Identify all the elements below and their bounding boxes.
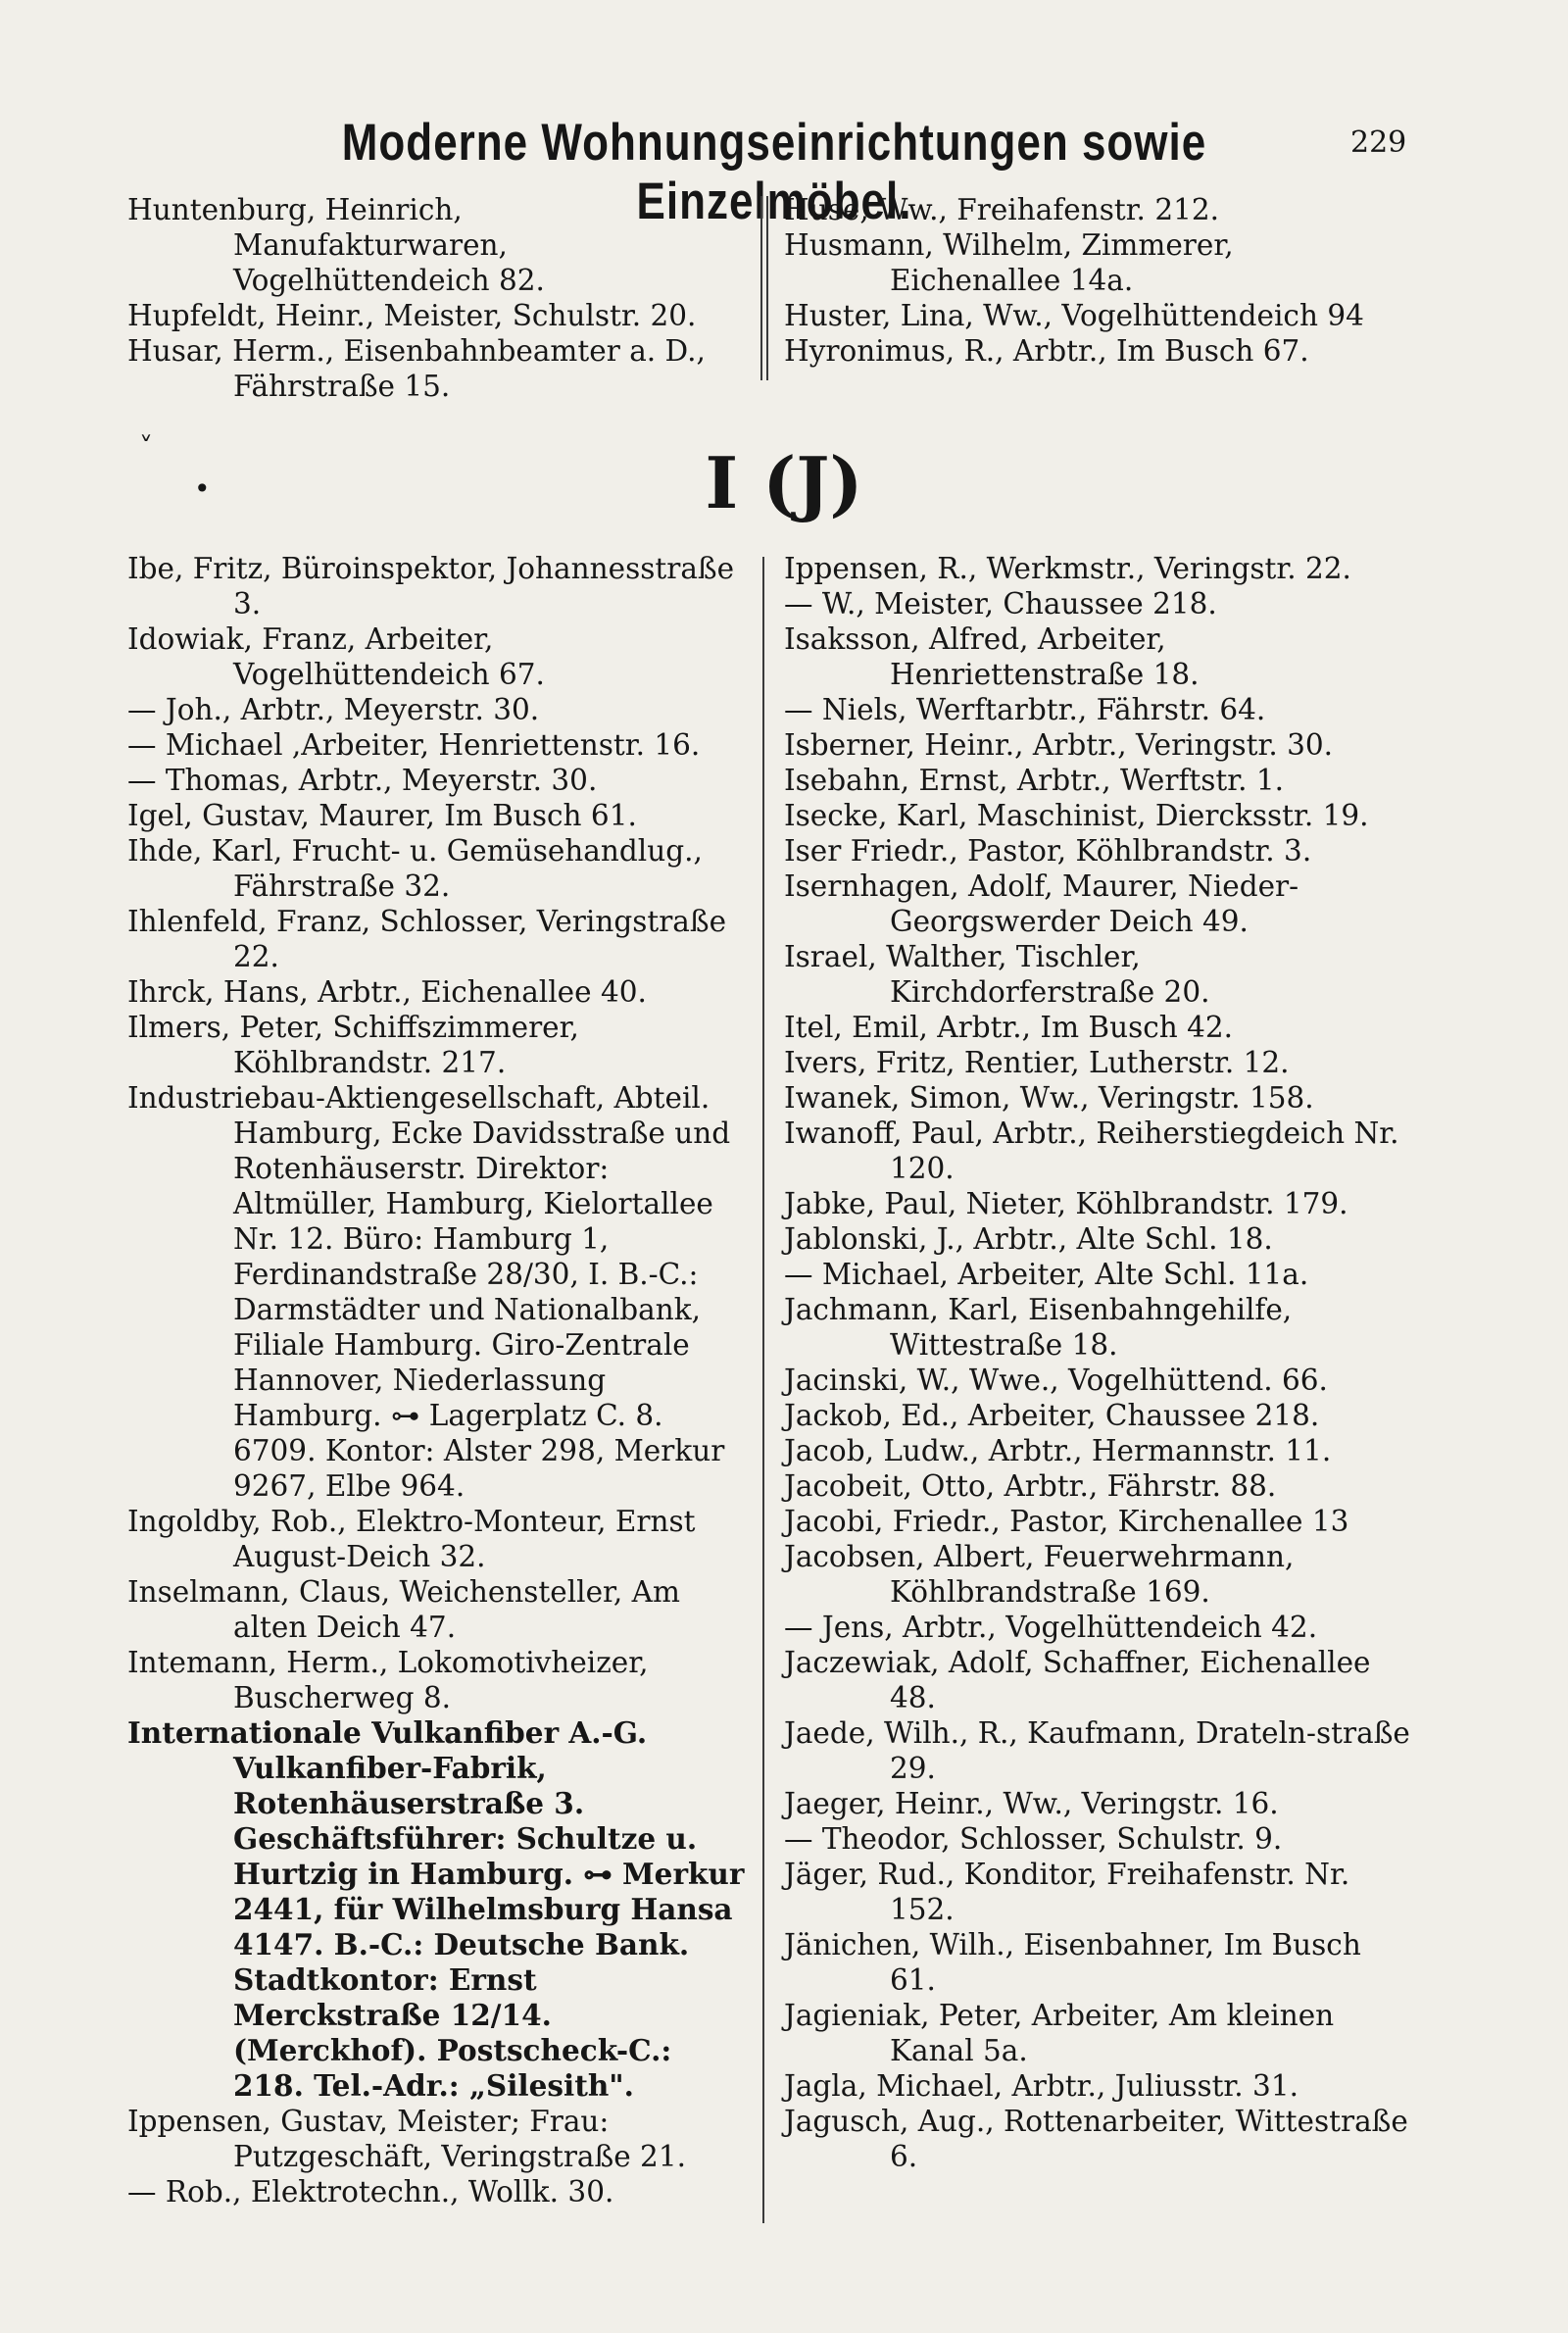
directory-entry: Ihrck, Hans, Arbtr., Eichenallee 40. bbox=[127, 975, 647, 1009]
directory-entry: Jagieniak, Peter, Arbeiter, Am kleinen Kanal 5a. bbox=[784, 1999, 1335, 2067]
column-divider-top bbox=[760, 196, 768, 380]
page-banner: Moderne Wohnungseinrichtungen sowie Einzelmöbel. bbox=[341, 114, 1207, 230]
directory-entry: — Rob., Elektrotechn., Wollk. 30. bbox=[127, 2175, 614, 2209]
right-column bbox=[784, 551, 1411, 2174]
top-left-column bbox=[127, 192, 745, 404]
stray-mark: ˅ bbox=[139, 431, 153, 464]
directory-entry: Itel, Emil, Arbtr., Im Busch 42. bbox=[784, 1011, 1234, 1044]
directory-entry: Husar, Herm., Eisenbahnbeamter a. D., Fährstraße 15. bbox=[127, 334, 706, 403]
directory-entry: Jänichen, Wilh., Eisenbahner, Im Busch 61. bbox=[784, 1928, 1361, 1997]
directory-entry: Iwanek, Simon, Ww., Veringstr. 158. bbox=[784, 1081, 1314, 1115]
directory-entry: Jacob, Ludw., Arbtr., Hermannstr. 11. bbox=[784, 1434, 1332, 1467]
page-number: 229 bbox=[1350, 125, 1407, 160]
directory-entry: Hupfeldt, Heinr., Meister, Schulstr. 20. bbox=[127, 299, 697, 332]
directory-entry: Ilmers, Peter, Schiffszimmerer, Köhlbrandstr. 217. bbox=[127, 1011, 579, 1079]
directory-entry: Huster, Lina, Ww., Vogelhüttendeich 94 bbox=[784, 299, 1364, 332]
directory-entry: Ibe, Fritz, Büroinspektor, Johannesstraße 3. bbox=[127, 552, 735, 620]
directory-entry: Jacinski, W., Wwe., Vogelhüttend. 66. bbox=[784, 1364, 1328, 1397]
directory-entry: Huse, Ww., Freihafenstr. 212. bbox=[784, 193, 1219, 226]
directory-entry: Ippensen, Gustav, Meister; Frau: Putzgeschäft, Veringstraße 21. bbox=[127, 2105, 686, 2173]
directory-entry: Jackob, Ed., Arbeiter, Chaussee 218. bbox=[784, 1399, 1320, 1432]
directory-entry: — Niels, Werftarbtr., Fährstr. 64. bbox=[784, 693, 1266, 726]
directory-entry: Jacobsen, Albert, Feuerwehrmann, Köhlbrandstraße 169. bbox=[784, 1540, 1295, 1609]
directory-entry: Idowiak, Franz, Arbeiter, Vogelhüttendeich 67. bbox=[127, 622, 545, 691]
directory-entry: Isaksson, Alfred, Arbeiter, Henriettenstraße 18. bbox=[784, 622, 1200, 691]
directory-entry: — Michael, Arbeiter, Alte Schl. 11a. bbox=[784, 1258, 1309, 1291]
directory-entry: Isernhagen, Adolf, Maurer, Nieder-Georgswerder Deich 49. bbox=[784, 869, 1299, 938]
directory-entry: Jablonski, J., Arbtr., Alte Schl. 18. bbox=[784, 1222, 1273, 1256]
directory-entry: Intemann, Herm., Lokomotivheizer, Buscherweg 8. bbox=[127, 1646, 649, 1714]
directory-entry: Huntenburg, Heinrich, Manufakturwaren, Vogelhüttendeich 82. bbox=[127, 193, 545, 297]
directory-entry: Jäger, Rud., Konditor, Freihafenstr. Nr. 152. bbox=[784, 1858, 1350, 1926]
directory-entry: Ihde, Karl, Frucht- u. Gemüsehandlug., Fährstraße 32. bbox=[127, 834, 703, 903]
directory-entry: Jacobeit, Otto, Arbtr., Fährstr. 88. bbox=[784, 1469, 1277, 1503]
directory-entry: Israel, Walther, Tischler, Kirchdorferstraße 20. bbox=[784, 940, 1210, 1009]
directory-entry: — W., Meister, Chaussee 218. bbox=[784, 587, 1217, 620]
directory-entry: — Theodor, Schlosser, Schulstr. 9. bbox=[784, 1822, 1283, 1856]
directory-entry: Jagla, Michael, Arbtr., Juliusstr. 31. bbox=[784, 2069, 1298, 2103]
directory-entry: Ippensen, R., Werkmstr., Veringstr. 22. bbox=[784, 552, 1351, 585]
directory-entry: — Michael ,Arbeiter, Henriettenstr. 16. bbox=[127, 728, 701, 762]
directory-entry: Jacobi, Friedr., Pastor, Kirchenallee 13 bbox=[784, 1505, 1349, 1538]
directory-entry: Ingoldby, Rob., Elektro-Monteur, Ernst August-Deich 32. bbox=[127, 1505, 696, 1573]
column-divider-main bbox=[762, 557, 764, 2223]
directory-entry: Jagusch, Aug., Rottenarbeiter, Wittestraße 6. bbox=[784, 2105, 1408, 2173]
directory-entry: Hyronimus, R., Arbtr., Im Busch 67. bbox=[784, 334, 1309, 368]
directory-entry: Jaeger, Heinr., Ww., Veringstr. 16. bbox=[784, 1787, 1279, 1820]
directory-entry: Isebahn, Ernst, Arbtr., Werftstr. 1. bbox=[784, 764, 1284, 797]
stray-dot: • bbox=[194, 472, 211, 505]
directory-entry: Internationale Vulkanfiber A.-G. Vulkanfiber-Fabrik, Rotenhäuserstraße 3. Geschäftsführer: Schultze u. Hurtzig in Hamburg. ⊶ Merkur 2441, für Wilhelmsburg Hansa 4147. B.-C.: Deutsche Bank. Stadtkontor: Ernst Merckstraße 12/14. (Merckhof). Postscheck-C.: 218. Tel.-Adr.: „Silesith". bbox=[127, 1715, 745, 2103]
directory-entry: Jaede, Wilh., R., Kaufmann, Drateln-straße 29. bbox=[784, 1716, 1410, 1785]
directory-entry: Jachmann, Karl, Eisenbahngehilfe, Wittestraße 18. bbox=[784, 1293, 1293, 1362]
directory-entry: Isecke, Karl, Maschinist, Diercksstr. 19. bbox=[784, 799, 1369, 832]
directory-entry: — Joh., Arbtr., Meyerstr. 30. bbox=[127, 693, 540, 726]
directory-entry: Jaczewiak, Adolf, Schaffner, Eichenallee 48. bbox=[784, 1646, 1371, 1714]
section-letter-heading: I (J) bbox=[705, 441, 863, 524]
directory-entry: Iwanoff, Paul, Arbtr., Reiherstiegdeich Nr. 120. bbox=[784, 1117, 1399, 1185]
directory-entry: Ihlenfeld, Franz, Schlosser, Veringstraße 22. bbox=[127, 905, 727, 973]
directory-entry: Husmann, Wilhelm, Zimmerer, Eichenallee 14a. bbox=[784, 228, 1234, 297]
directory-entry: Industriebau-Aktiengesellschaft, Abteil. Hamburg, Ecke Davidsstraße und Rotenhäuserstr. Direktor: Altmüller, Hamburg, Kielortallee Nr. 12. Büro: Hamburg 1, Ferdinandstraße 28/30, I. B.-C.: Darmstädter und Nationalbank, Filiale Hamburg. Giro-Zentrale Hannover, Niederlassung Hamburg. ⊶ Lagerplatz C. 8. 6709. Kontor: Alster 298, Merkur 9267, Elbe 964. bbox=[127, 1081, 731, 1503]
directory-entry: — Thomas, Arbtr., Meyerstr. 30. bbox=[127, 764, 598, 797]
directory-entry: Isberner, Heinr., Arbtr., Veringstr. 30. bbox=[784, 728, 1334, 762]
directory-entry: Jabke, Paul, Nieter, Köhlbrandstr. 179. bbox=[784, 1187, 1348, 1220]
directory-entry: Inselmann, Claus, Weichensteller, Am alten Deich 47. bbox=[127, 1575, 680, 1644]
directory-entry: Iser Friedr., Pastor, Köhlbrandstr. 3. bbox=[784, 834, 1312, 868]
directory-entry: — Jens, Arbtr., Vogelhüttendeich 42. bbox=[784, 1611, 1318, 1644]
directory-entry: Ivers, Fritz, Rentier, Lutherstr. 12. bbox=[784, 1046, 1290, 1079]
directory-entry: Igel, Gustav, Maurer, Im Busch 61. bbox=[127, 799, 637, 832]
top-right-column bbox=[784, 192, 1411, 369]
left-column bbox=[127, 551, 745, 2209]
